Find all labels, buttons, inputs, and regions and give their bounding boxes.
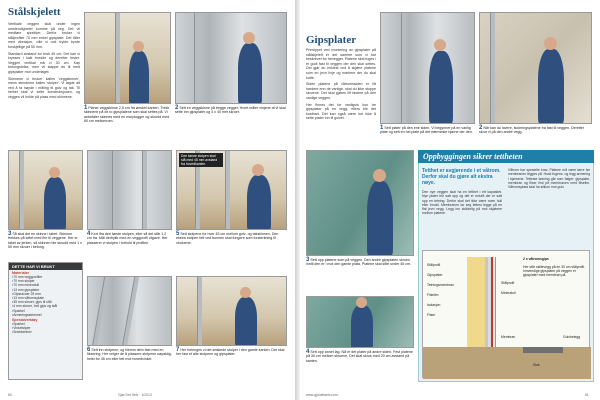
photo-step-1 — [84, 12, 171, 104]
materials-heading: Materialer — [12, 271, 29, 275]
right-caption-step-3: 3Sett opp platene som på veggen. Den andre gipsplaten skrues inntil den er i mot den gamle plata. Platene skal sitte under 45 cm. — [306, 257, 412, 267]
left-footer-text: Gjør Det Selv · 1/2013 — [118, 393, 152, 397]
caption-step-2: 2Sett en veggskinne på begge vegger. Hvert måler vinjene at vi skal sette inn gipsplater og 4 x 40 mm skruer. — [175, 105, 286, 115]
right-caption-step-1: 1Sett plater på den ene siden. Vi begynner på en vanlig plate og sett en hel plate på det nærmeste hjørne der den. — [380, 125, 473, 135]
photo-step-4 — [87, 150, 172, 230]
diagram-label: Fliser — [427, 313, 436, 317]
diagram-note: Her står skillevegg på en 30 cm stålprofil. Innvendige gipsplater på veggen er gipsplater med membran på. — [523, 265, 586, 277]
diagram-label: Stålprofil — [501, 281, 515, 285]
materials-list — [9, 275, 82, 317]
caption-step-4: 4Kort ifra den første stolpen, eller så det står 1,2 cm fra. Mål derbykk med en veggprofil utgave. Her plasserer vi stolpen i forhold til profilen. — [87, 231, 168, 245]
materials-item: ▪ Armeringsstrimmel — [12, 313, 79, 317]
right-photo-step-1 — [380, 12, 475, 124]
materials-item: ▪ 35 mm skruer, gips til stål — [12, 300, 79, 304]
materials-item: ▪ 13 mm gipsplater — [12, 288, 79, 292]
right-page-number: 61 — [585, 393, 589, 397]
tetthet-col-2: Våtrom har spesielle krav. Platene må være tørre før membranen legges på. Husk fugene, og legg armering i hjørnene. Tetteste løsning går som følger: gipsplate, membran og fliser limt på membranen med fliselim. Våtromsplata skal ha silikon mot gulv. — [508, 168, 590, 190]
insulation-layer — [467, 257, 485, 347]
right-photo-step-4 — [306, 296, 414, 348]
photo-step-7 — [176, 276, 287, 346]
left-page — [0, 0, 295, 400]
right-page — [300, 0, 600, 400]
materials-item: ▪ 70 mm stolper — [12, 279, 79, 283]
tetthet-lead: Tetthet er avgjørende i et våtrom. Derfor skal du gjøre alt ekstra nøye. — [422, 168, 501, 186]
tools-heading: Spesialverktøy — [12, 318, 38, 323]
diagram-label: Sluk — [533, 363, 540, 367]
right-page-title: Gipsplater — [306, 34, 357, 46]
left-intro-para-3: Skinnene vi bruker kalles 'veggskinner', mens stenderne kalles 'stolper'. Vi lagde alt ved å ta høyde i måling til gulv og tak. Til helhet skal vi sette konstruksjonen, og veggen vil holde på plass med skinnene. — [8, 76, 80, 99]
photo-step-2 — [175, 12, 287, 104]
right-caption-step-2: 2Når kan du lavere, isoleringsplatene fra fast til veggen. Deretter skrur vi på den andre vegg. — [479, 125, 585, 135]
photo-step-3 — [8, 150, 83, 230]
left-intro — [8, 22, 80, 102]
caption-step-6: 6Sett inn stolpene, og klemm dem fast med en fiksering. Her velger de å plassere stolpene nøyaktig, helst for 45 cm eller tett mot hovedvinkel. — [87, 347, 172, 361]
diagram-label: Gulvbelegg — [563, 335, 581, 339]
caption-step-3: 3Så skal det en skinne i taket. Skinnen trekkes på loftet med fire til veggene. Her er taket av jerken, så skinnen ble skrudd med 1 x 50 mm skruer i betong. — [8, 231, 82, 250]
caption-step-5: 5Sett stolpene for hver 45 cm mellom gulv- og takskinnen. Den ekstra stolpen tett ved bunnen skal fungere som forsterkning til vinduene. — [176, 231, 279, 245]
diagram-title: 2 x våtromsgips — [523, 257, 549, 261]
right-intro-para-2: Siden platene på våtromssiden er litt hardere enn de vanlige, skal du ikke stoppe skruene. Det skal gjøres litt fastere på den vanlige veggen. — [306, 82, 376, 100]
materials-item: ▪ 13 mm våtromsplate — [12, 296, 79, 300]
materials-item: ▪ 4 mm skruer, hvit gips og stål — [12, 304, 79, 308]
photo-step-5 — [176, 150, 287, 230]
photo-tag: Den første stolpen skal stå med 45 mm avstand fra hovedkanten. — [179, 153, 223, 167]
right-photo-step-3 — [306, 150, 414, 256]
left-page-number: 60 — [8, 393, 12, 397]
left-intro-para-2: Standard avstand for bruk 45 cm. Det kan vi krysses i kalk bredde og deretter fester. Veggen vertikal må vi 30 cm. Kap betongstolka, men vil stappe du til med gipsplater mot underlaget. — [8, 51, 80, 74]
materials-box-header: DETTE HAR VI BRUKT — [9, 263, 82, 270]
wall-cross-section-diagram — [422, 250, 590, 378]
tile-layer — [493, 257, 496, 347]
tools-item: ▪ Sparkel — [12, 322, 79, 326]
tetthet-banner: Oppbyggingen sikrer tettheten — [418, 150, 594, 163]
diagram-label: Mineralull — [501, 291, 516, 295]
tools-list — [9, 322, 82, 335]
floor-membrane — [523, 347, 563, 353]
materials-item: ▪ 70 mm veggprofiler — [12, 275, 79, 279]
right-caption-step-4: 4Sett opp annet lag. Nå er det plater på andre siden. Fest platene på 30 cm mellom skruene. Det skal skrus med 20 cm avstand på kanten. — [306, 349, 413, 363]
tools-item: ▪ Snekkerkniv — [12, 330, 79, 334]
floor-layer — [423, 347, 591, 379]
left-page-title: Stålskjelett — [8, 6, 61, 18]
left-intro-para-1: Vertikale veggen skal under ingen omstendigheter komme på veg. Det vil medføre sprekker. Derfor bruker vi stålprofiler 70 mm enkel gipsplate. Det tåler med vibrasjon, ville vi nok trykte byrde forskjellige på 50 mm. — [8, 22, 80, 49]
materials-item: ▪ 70 mm mineralull — [12, 283, 79, 287]
diagram-label: Isolasjon — [427, 303, 441, 307]
materials-item: ▪ Sparkel — [12, 309, 79, 313]
diagram-label: Membran — [501, 335, 516, 339]
diagram-label: Tetningsmembran — [427, 283, 454, 287]
right-footer-url: www.gjordetselv.com — [306, 393, 338, 397]
diagram-label: Gipsplater — [427, 273, 443, 277]
materials-box — [8, 262, 83, 380]
right-photo-step-2 — [479, 12, 592, 124]
diagram-label: Stålprofil — [427, 263, 441, 267]
materials-item: ▪ Gipsskruer 25 mm — [12, 292, 79, 296]
right-intro-para-3: Her finnes det for vanligvis kun tre gipsplater på en vegg, ellers blir det kostbart. Det kan også være lurt ikke å sette plater inn til gulvet. — [306, 102, 376, 121]
tetthet-col-1: Den nye veggen skal ha en tetthet i ett kapasitet. Nye plater blir satt opp og det er enkelt der er satt opp en tetning. Derfor skal det ikke være noen hull eller brudd. Membranen lar seg lettest legge på en flat jevn vegg. Legg inn skikkelig på mot skjøtene mellom platene. — [422, 190, 502, 216]
caption-step-1: 1Planer veggskinne 2,5 cm fra ønsket kanten. Trekk skinnene på de to gipsplatene som skal settes på. Vi anbefaler skinnes med en murplugger og skrudd med 60 cm mellomrom. — [84, 105, 170, 124]
caption-step-7: 7Her forlenges vi det ønskede stolper i den gamle kanten. Det skal her fast et alle stolpene og gipsplater. — [176, 347, 285, 357]
diagram-label: Fliselim — [427, 293, 439, 297]
photo-step-6 — [87, 276, 172, 346]
right-intro — [306, 48, 376, 123]
tools-item: ▪ Vinkelsliper — [12, 326, 79, 330]
right-intro-para-1: Prinsippet ved montering av gipsplater på stålskjelett er det samme som vi har beskrevet for trevegger. Platene skal fuges i et godt fast til veggen der den skal settes. Det gjør du enklest ved å skjære platene som en jevn linje og markere der du skal kutte. — [306, 48, 376, 80]
